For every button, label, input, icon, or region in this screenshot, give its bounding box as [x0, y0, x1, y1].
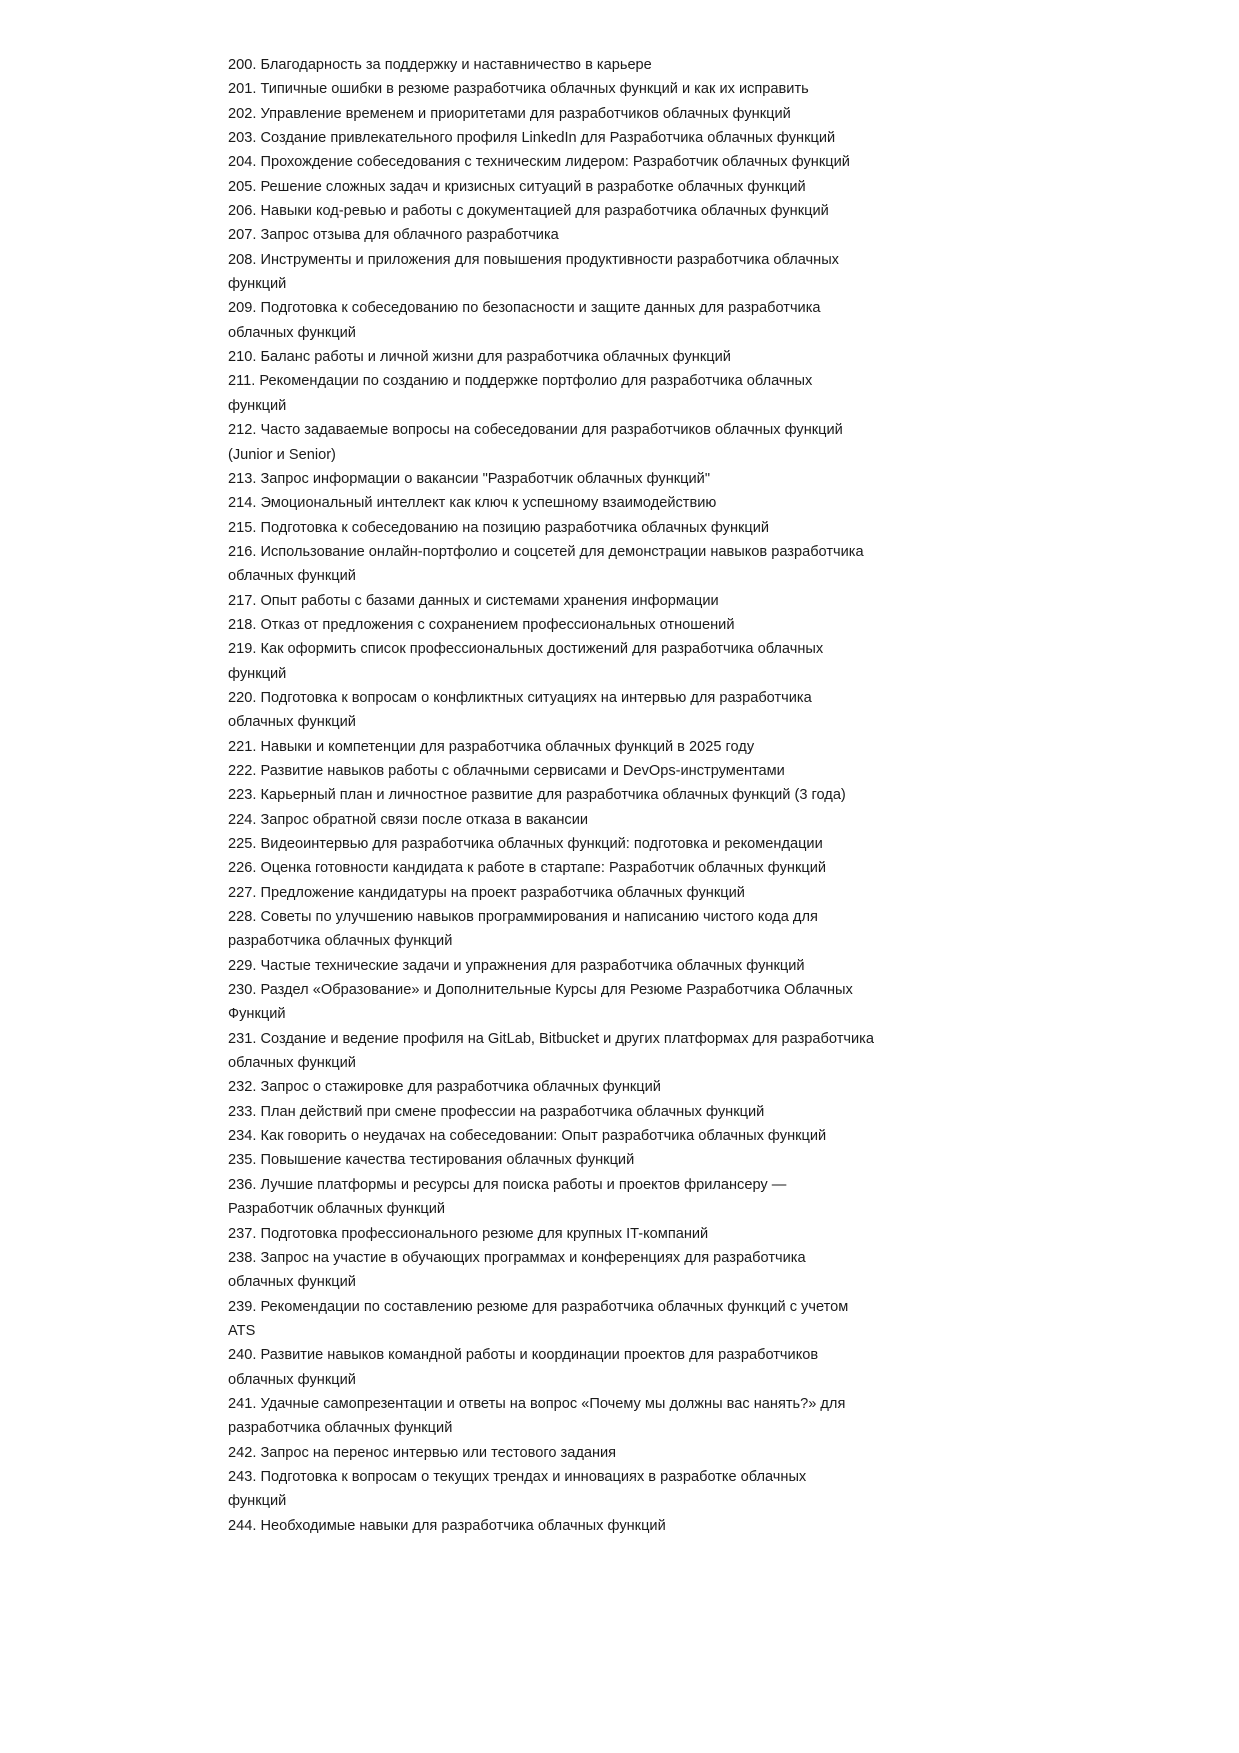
list-item: 212. Часто задаваемые вопросы на собеседовании для разработчиков облачных функций (Junior и Senior) [228, 422, 843, 463]
list-item: 236. Лучшие платформы и ресурсы для поиска работы и проектов фрилансеру — Разработчик облачных функций [228, 1176, 787, 1218]
list-item: 204. Прохождение собеседования с техническим лидером: Разработчик облачных функций [228, 154, 850, 171]
list-item: 226. Оценка готовности кандидата к работе в стартапе: Разработчик облачных функций [228, 860, 827, 877]
list-item: 241. Удачные самопрезентации и ответы на вопрос «Почему мы должны вас нанять?» для разработчика облачных функций [228, 1395, 846, 1437]
list-item: 205. Решение сложных задач и кризисных ситуаций в разработке облачных функций [228, 178, 806, 195]
list-item: 240. Развитие навыков командной работы и координации проектов для разработчиков облачных функций [228, 1347, 819, 1388]
list-item: 229. Частые технические задачи и упражнения для разработчика облачных функций [228, 957, 805, 974]
list-item: 235. Повышение качества тестирования облачных функций [228, 1152, 635, 1169]
list-item: 223. Карьерный план и личностное развитие для разработчика облачных функций (3 года) [228, 787, 846, 804]
list-item: 231. Создание и ведение профиля на GitLab, Bitbucket и других платформах для разработчика облачных функций [228, 1030, 874, 1072]
list-item: 214. Эмоциональный интеллект как ключ к успешному взаимодействию [228, 495, 717, 512]
list-item: 210. Баланс работы и личной жизни для разработчика облачных функций [228, 349, 731, 366]
list-item: 201. Типичные ошибки в резюме разработчика облачных функций и как их исправить [228, 81, 809, 98]
list-item: 219. Как оформить список профессиональных достижений для разработчика облачных функций [228, 641, 824, 682]
topic-list [228, 53, 928, 1538]
list-item: 218. Отказ от предложения с сохранением профессиональных отношений [228, 616, 735, 633]
list-item: 244. Необходимые навыки для разработчика облачных функций [228, 1517, 666, 1534]
list-item: 207. Запрос отзыва для облачного разработчика [228, 227, 559, 244]
list-item: 203. Создание привлекательного профиля LinkedIn для Разработчика облачных функций [228, 130, 836, 147]
list-item: 200. Благодарность за поддержку и наставничество в карьере [228, 57, 652, 73]
list-item: 238. Запрос на участие в обучающих программах и конференциях для разработчика облачных функций [228, 1249, 806, 1291]
list-item: 221. Навыки и компетенции для разработчика облачных функций в 2025 году [228, 738, 755, 755]
list-item: 224. Запрос обратной связи после отказа в вакансии [228, 811, 589, 828]
list-item: 242. Запрос на перенос интервью или тестового задания [228, 1444, 617, 1461]
list-item: 227. Предложение кандидатуры на проект разработчика облачных функций [228, 884, 745, 901]
list-item: 202. Управление временем и приоритетами для разработчиков облачных функций [228, 105, 791, 122]
list-item: 209. Подготовка к собеседованию по безопасности и защите данных для разработчика облачных функций [228, 300, 821, 341]
list-item: 234. Как говорить о неудачах на собеседовании: Опыт разработчика облачных функций [228, 1128, 827, 1145]
list-item: 237. Подготовка профессионального резюме для крупных IT-компаний [228, 1225, 709, 1242]
list-item: 230. Раздел «Образование» и Дополнительные Курсы для Резюме Разработчика Облачных Функций [228, 982, 853, 1023]
list-item: 217. Опыт работы с базами данных и системами хранения информации [228, 592, 719, 609]
list-item: 211. Рекомендации по созданию и поддержке портфолио для разработчика облачных функций [228, 373, 813, 414]
list-item: 228. Советы по улучшению навыков программирования и написанию чистого кода для разработчика облачных функций [228, 909, 818, 950]
list-item: 220. Подготовка к вопросам о конфликтных ситуациях на интервью для разработчика облачных функций [228, 689, 812, 731]
list-item: 213. Запрос информации о вакансии "Разработчик облачных функций" [228, 470, 711, 487]
list-item: 225. Видеоинтервью для разработчика облачных функций: подготовка и рекомендации [228, 836, 823, 852]
list-item: 232. Запрос о стажировке для разработчика облачных функций [228, 1079, 661, 1096]
list-item: 233. План действий при смене профессии на разработчика облачных функций [228, 1103, 765, 1120]
list-item: 206. Навыки код-ревью и работы с документацией для разработчика облачных функций [228, 203, 829, 220]
list-item: 216. Использование онлайн-портфолио и соцсетей для демонстрации навыков разработчика облачных функций [228, 543, 864, 585]
list-item: 243. Подготовка к вопросам о текущих трендах и инновациях в разработке облачных функций [228, 1468, 807, 1510]
list-item: 239. Рекомендации по составлению резюме для разработчика облачных функций с учетом ATS [228, 1298, 849, 1339]
list-item: 215. Подготовка к собеседованию на позицию разработчика облачных функций [228, 519, 770, 536]
list-item: 208. Инструменты и приложения для повышения продуктивности разработчика облачных функций [228, 251, 839, 293]
list-item: 222. Развитие навыков работы с облачными сервисами и DevOps-инструментами [228, 762, 785, 779]
